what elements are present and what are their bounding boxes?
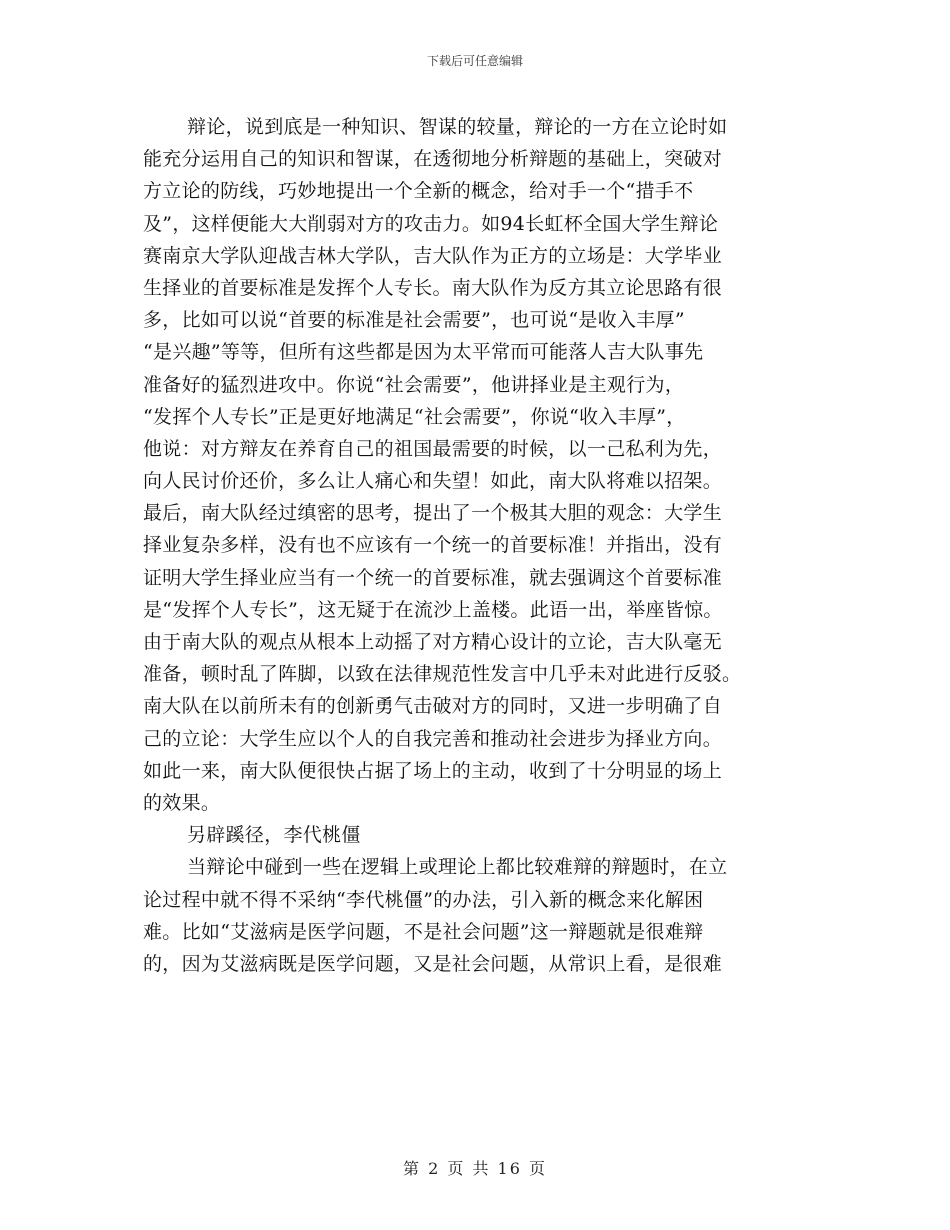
text-line: 及”，这样便能大大削弱对方的攻击力。如94长虹杯全国大学生辩论 [143,212,719,235]
page-header: 下载后可任意编辑 [426,54,523,68]
section-heading: 另辟蹊径，李代桃僵 [187,824,361,847]
text-line: 是“发挥个人专长”，这无疑于在流沙上盖楼。此语一出，举座皆惊。 [143,598,723,621]
text-line: 的效果。 [143,791,221,814]
text-line: 准备好的猛烈进攻中。你说“社会需要”，他讲择业是主观行为， [143,373,685,396]
page-footer: 第 2 页 共 16 页 [403,1159,547,1178]
text-line: 赛南京大学队迎战吉林大学队，吉大队作为正方的立场是：大学毕业 [143,244,723,267]
text-line: 如此一来，南大队便很快占据了场上的主动，收到了十分明显的场上 [143,759,723,782]
text-line: 难。比如“艾滋病是医学问题，不是社会问题”这一辩题就是很难辩 [143,920,704,943]
text-line: 多，比如可以说“首要的标准是社会需要”，也可说“是收入丰厚” [143,309,685,332]
text-line: 择业复杂多样，没有也不应该有一个统一的首要标准！并指出，没有 [143,534,723,557]
text-line: 证明大学生择业应当有一个统一的首要标准，就去强调这个首要标准 [143,566,723,589]
text-line: 最后，南大队经过缜密的思考，提出了一个极其大胆的观念：大学生 [143,502,723,525]
text-line: 能充分运用自己的知识和智谋，在透彻地分析辩题的基础上，突破对 [143,148,723,171]
text-line: “是兴趣”等等，但所有这些都是因为太平常而可能落人吉大队事先 [143,341,704,364]
text-line: 的，因为艾滋病既是医学问题，又是社会问题，从常识上看，是很难 [143,952,723,975]
text-line: 生择业的首要标准是发挥个人专长。南大队作为反方其立论思路有很 [143,276,723,299]
text-line: 由于南大队的观点从根本上动摇了对方精心设计的立论，吉大队毫无 [143,631,723,653]
text-line: 己的立论：大学生应以个人的自我完善和推动社会进步为择业方向。 [143,727,723,750]
text-line: 他说：对方辩友在养育自己的祖国最需要的时候，以一己私利为先， [143,437,723,460]
text-line: 辩论，说到底是一种知识、智谋的较量，辩论的一方在立论时如 [187,116,728,138]
text-line: 南大队在以前所未有的创新勇气击破对方的同时，又进一步明确了自 [143,695,723,718]
text-line: 当辩论中碰到一些在逻辑上或理论上都比较难辩的辩题时，在立 [187,856,728,879]
text-line: “发挥个人专长”正是更好地满足“社会需要”，你说“收入丰厚”， [143,405,686,428]
text-line: 准备，顿时乱了阵脚，以致在法律规范性发言中几乎未对此进行反驳。 [143,663,742,686]
document-body [143,111,813,980]
text-line: 向人民讨价还价，多么让人痛心和失望！如此，南大队将难以招架。 [143,470,723,493]
text-line: 方立论的防线，巧妙地提出一个全新的概念，给对手一个“措手不 [143,180,694,203]
text-line: 论过程中就不得不采纳“李代桃僵”的办法，引入新的概念来化解困 [143,888,704,911]
